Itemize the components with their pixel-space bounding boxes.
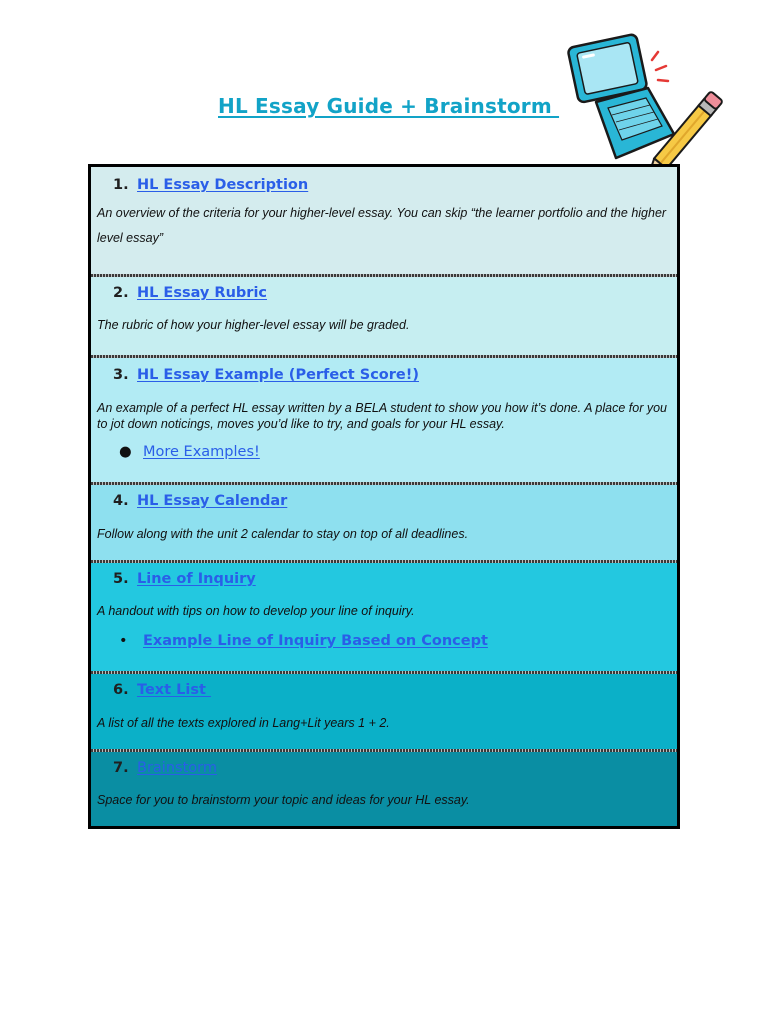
hl-essay-description-link[interactable]: HL Essay Description	[137, 177, 309, 193]
bullet-item	[119, 633, 488, 649]
section-number: 3.	[113, 367, 129, 383]
section-heading	[113, 682, 211, 698]
hl-essay-calendar-link[interactable]: HL Essay Calendar	[137, 493, 288, 509]
section-3	[91, 358, 677, 482]
section-heading	[113, 760, 217, 776]
page-title: HL Essay Guide + Brainstorm	[218, 94, 560, 118]
line-of-inquiry-link[interactable]: Line of Inquiry	[137, 571, 256, 587]
section-1	[91, 167, 677, 275]
section-description: An example of a perfect HL essay written by a BELA student to show you how it’s done. A place for you to jot down noticings, moves you’d like to try, and goals for your HL essay.	[97, 401, 667, 431]
section-7	[91, 752, 677, 826]
section-number: 1.	[113, 177, 129, 193]
section-number: 7.	[113, 760, 129, 776]
hl-essay-example-link[interactable]: HL Essay Example (Perfect Score!)	[137, 367, 419, 383]
section-description: An overview of the criteria for your higher-level essay. You can skip “the learner portfolio and the higher level essay”	[97, 206, 667, 245]
section-heading	[113, 493, 287, 509]
section-heading	[113, 177, 308, 193]
section-number: 5.	[113, 571, 129, 587]
section-description: Follow along with the unit 2 calendar to stay on top of all deadlines.	[97, 527, 469, 541]
bullet-marker: •	[119, 633, 128, 649]
section-description: The rubric of how your higher-level essay will be graded.	[97, 318, 410, 332]
bullet-marker: ●	[119, 444, 132, 460]
section-heading	[113, 285, 267, 301]
section-description: A handout with tips on how to develop your line of inquiry.	[97, 604, 415, 618]
more-examples-link[interactable]: More Examples!	[143, 444, 260, 460]
section-6	[91, 674, 677, 749]
section-number: 2.	[113, 285, 129, 301]
example-line-of-inquiry-link[interactable]: Example Line of Inquiry Based on Concept	[143, 633, 488, 649]
section-5	[91, 563, 677, 671]
section-number: 4.	[113, 493, 129, 509]
bullet-item	[119, 444, 260, 460]
text-list-link[interactable]: Text List	[137, 682, 211, 698]
section-description: Space for you to brainstorm your topic and ideas for your HL essay.	[97, 793, 470, 807]
section-heading	[113, 571, 256, 587]
section-heading	[113, 367, 419, 383]
section-number: 6.	[113, 682, 129, 698]
section-4	[91, 485, 677, 560]
section-2	[91, 277, 677, 355]
hl-essay-rubric-link[interactable]: HL Essay Rubric	[137, 285, 268, 301]
brainstorm-link[interactable]: Brainstorm	[137, 760, 217, 776]
section-description: A list of all the texts explored in Lang+Lit years 1 + 2.	[97, 716, 390, 730]
guide-table	[88, 164, 680, 829]
